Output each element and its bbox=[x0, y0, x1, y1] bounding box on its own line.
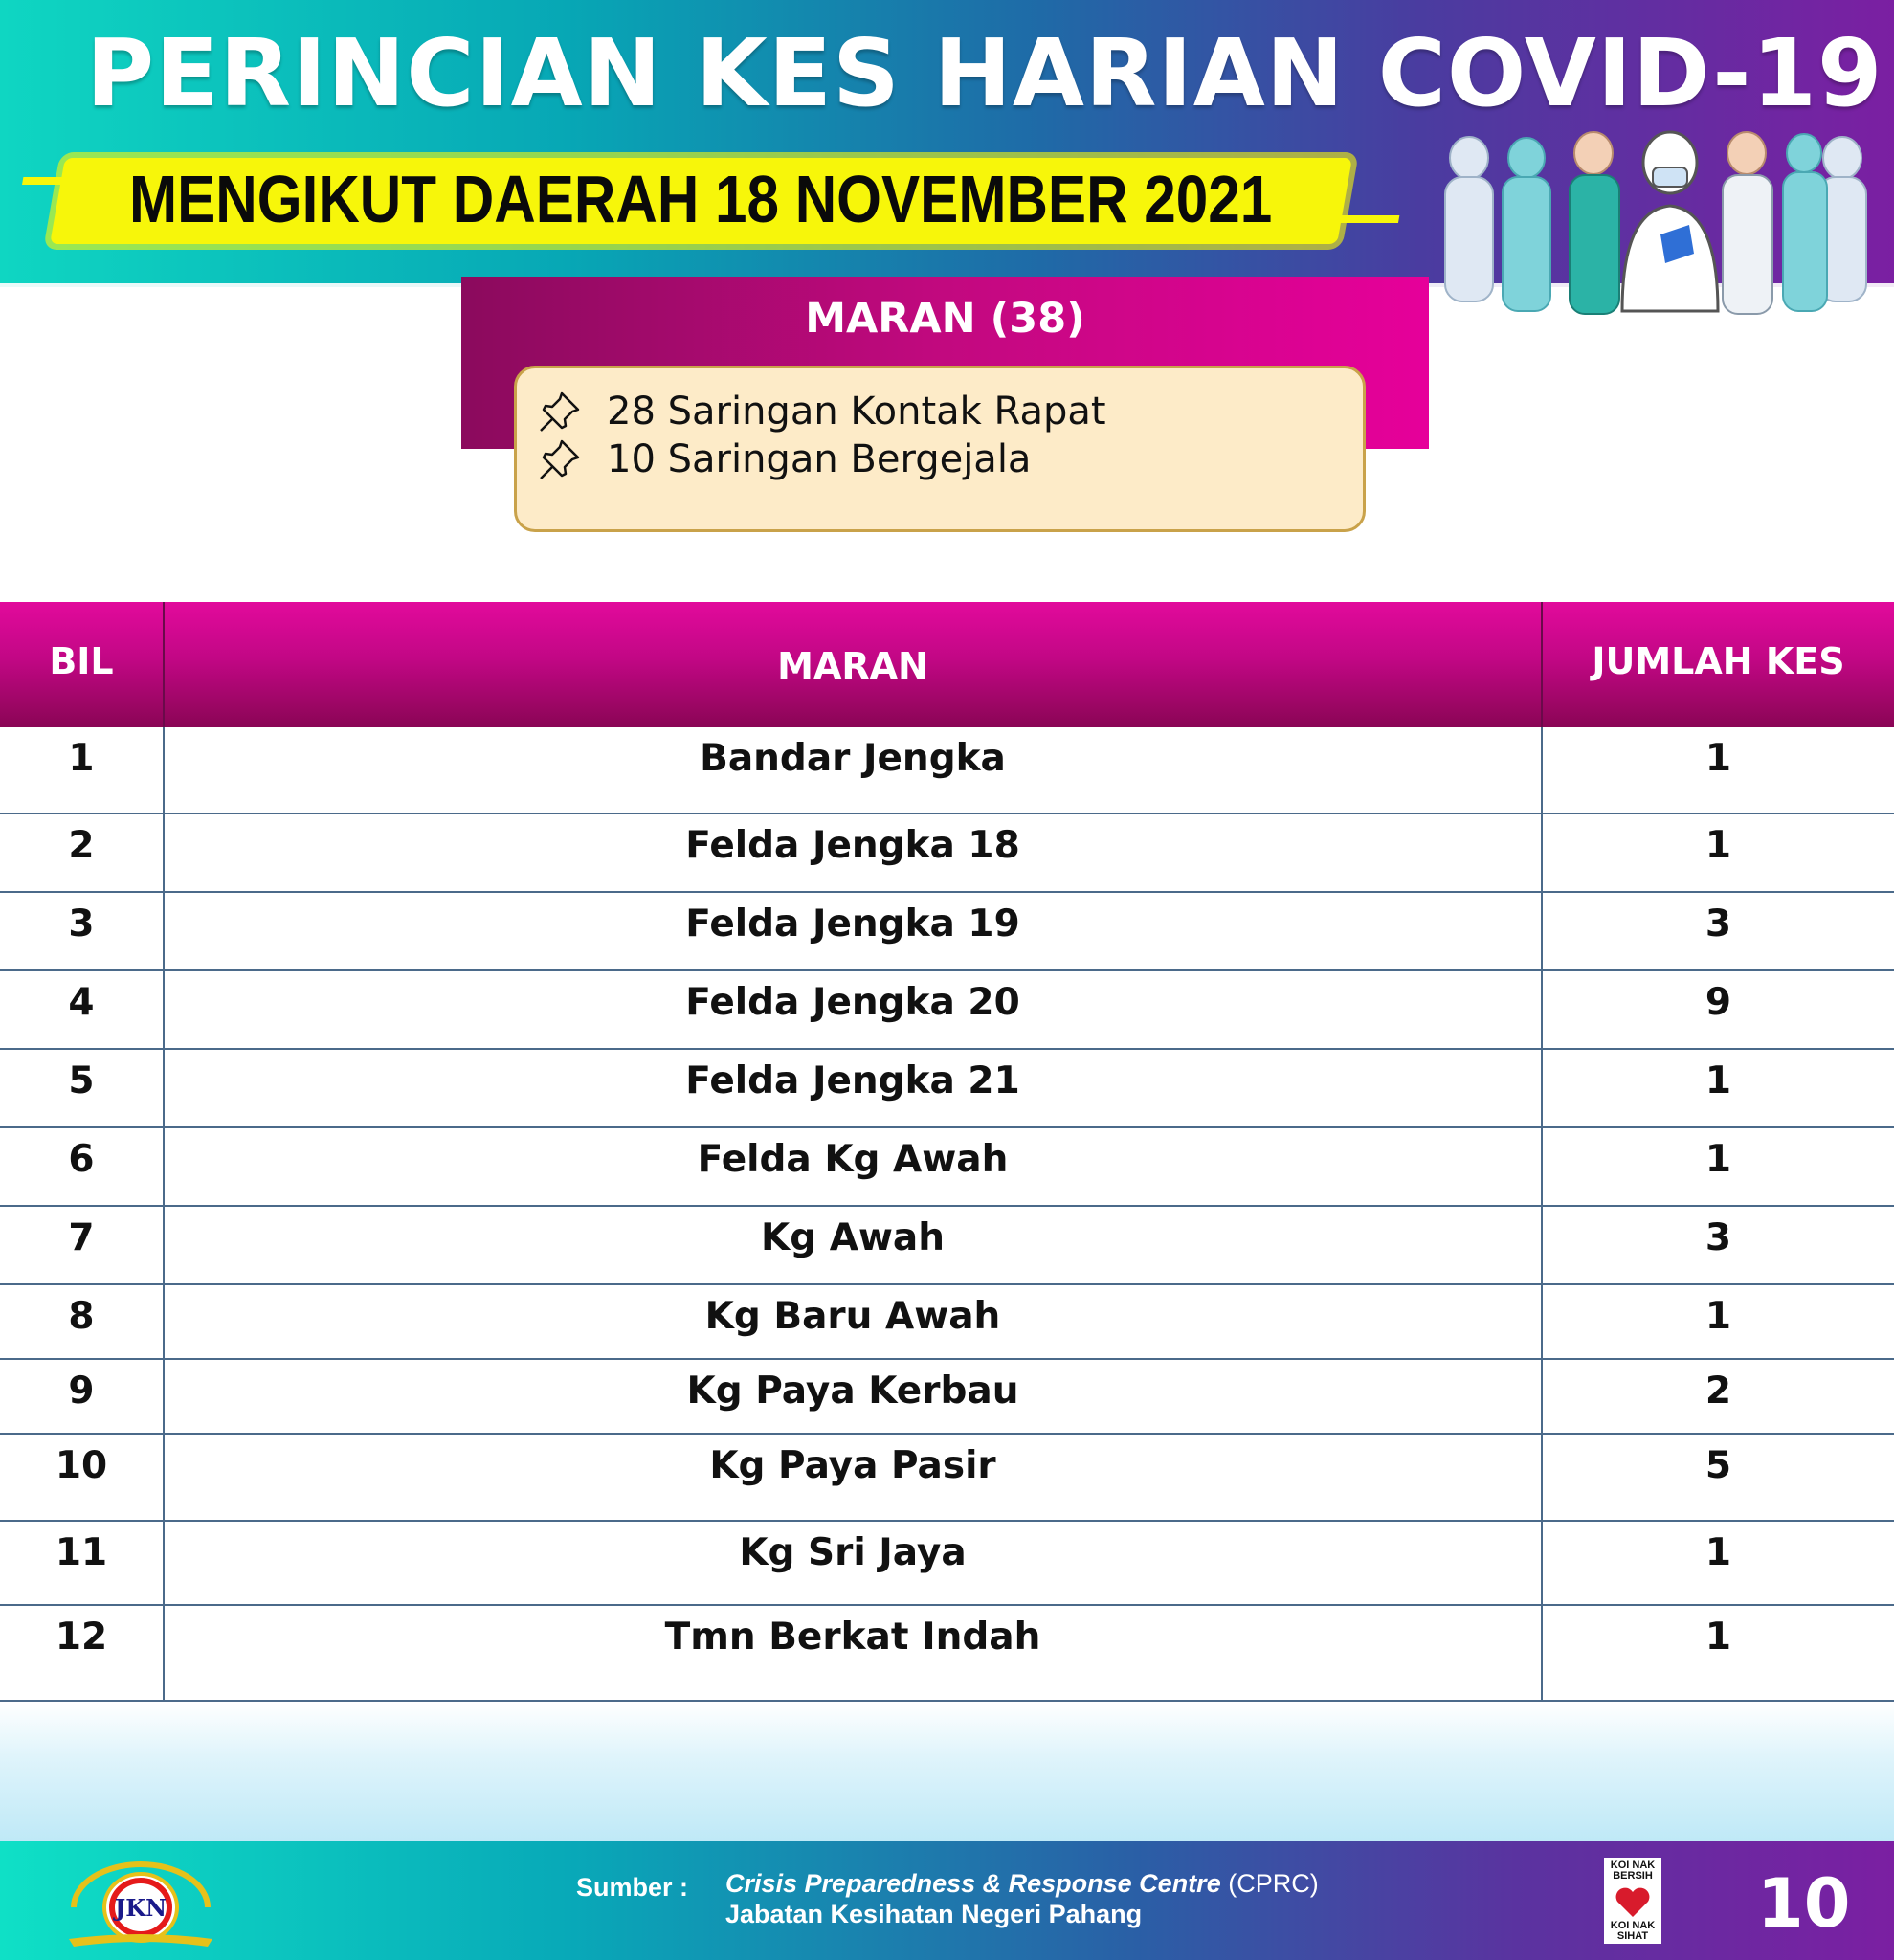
heart-icon bbox=[1614, 1886, 1652, 1919]
cell-bil: 1 bbox=[68, 737, 95, 780]
cell-location: Kg Sri Jaya bbox=[739, 1531, 967, 1574]
cell-bil: 9 bbox=[68, 1370, 95, 1413]
healthcare-workers-icon bbox=[1402, 120, 1894, 321]
cell-bil: 2 bbox=[68, 824, 95, 867]
source-org-name: Crisis Preparedness & Response Centre bbox=[725, 1869, 1221, 1898]
koi-nak-sihat-badge bbox=[1604, 1858, 1661, 1944]
cell-bil: 4 bbox=[68, 981, 95, 1024]
cell-cases: 1 bbox=[1705, 824, 1732, 867]
cell-location: Felda Jengka 18 bbox=[685, 824, 1020, 867]
table-row bbox=[0, 814, 1894, 893]
source-org-abbr: (CPRC) bbox=[1220, 1869, 1319, 1898]
cell-location: Kg Paya Kerbau bbox=[686, 1370, 1019, 1413]
column-header-location: MARAN bbox=[777, 645, 928, 687]
screening-item bbox=[536, 388, 1106, 435]
page-number: 10 bbox=[1757, 1864, 1851, 1943]
header-divider bbox=[1541, 602, 1543, 727]
page-title: PERINCIAN KES HARIAN COVID-19 bbox=[86, 19, 1883, 127]
cell-cases: 9 bbox=[1705, 981, 1732, 1024]
header-divider bbox=[163, 602, 165, 727]
cell-cases: 1 bbox=[1705, 1138, 1732, 1181]
source-organization bbox=[725, 1869, 1319, 1899]
cell-bil: 5 bbox=[68, 1059, 95, 1102]
table-row bbox=[0, 971, 1894, 1050]
table-row bbox=[0, 1606, 1894, 1702]
pushpin-icon bbox=[536, 435, 584, 483]
table-row bbox=[0, 893, 1894, 971]
jkn-logo bbox=[59, 1855, 222, 1950]
cell-cases: 1 bbox=[1705, 1531, 1732, 1574]
table-row bbox=[0, 1207, 1894, 1285]
cell-location: Felda Kg Awah bbox=[697, 1138, 1009, 1181]
table-row bbox=[0, 727, 1894, 814]
district-title: MARAN (38) bbox=[805, 295, 1085, 343]
cell-cases: 5 bbox=[1705, 1444, 1732, 1487]
logo-text: JKN bbox=[114, 1894, 167, 1922]
cell-cases: 1 bbox=[1705, 1615, 1732, 1659]
table-row bbox=[0, 1522, 1894, 1606]
cell-cases: 2 bbox=[1705, 1370, 1732, 1413]
screening-item-text: 10 Saringan Bergejala bbox=[607, 437, 1032, 481]
cell-cases: 3 bbox=[1705, 1216, 1732, 1259]
pushpin-icon bbox=[536, 388, 584, 435]
table-header bbox=[0, 602, 1894, 727]
cell-location: Kg Awah bbox=[760, 1216, 945, 1259]
column-header-bil: BIL bbox=[49, 640, 114, 682]
cell-cases: 1 bbox=[1705, 1295, 1732, 1338]
cell-cases: 1 bbox=[1705, 1059, 1732, 1102]
cell-cases: 1 bbox=[1705, 737, 1732, 780]
screening-item bbox=[536, 435, 1031, 483]
table-row bbox=[0, 1285, 1894, 1360]
table-row bbox=[0, 1050, 1894, 1128]
cell-location: Bandar Jengka bbox=[700, 737, 1006, 780]
cell-bil: 11 bbox=[55, 1531, 108, 1574]
cell-location: Felda Jengka 20 bbox=[685, 981, 1020, 1024]
cell-location: Felda Jengka 21 bbox=[685, 1059, 1020, 1102]
cell-cases: 3 bbox=[1705, 902, 1732, 946]
table-row bbox=[0, 1435, 1894, 1522]
cell-bil: 7 bbox=[68, 1216, 95, 1259]
cell-bil: 8 bbox=[68, 1295, 95, 1338]
cell-bil: 10 bbox=[55, 1444, 108, 1487]
column-header-cases: JUMLAH KES bbox=[1592, 640, 1845, 682]
cell-bil: 3 bbox=[68, 902, 95, 946]
source-department: Jabatan Kesihatan Negeri Pahang bbox=[725, 1900, 1143, 1928]
page-subtitle: MENGIKUT DAERAH 18 NOVEMBER 2021 bbox=[129, 162, 1273, 236]
cell-location: Tmn Berkat Indah bbox=[664, 1615, 1041, 1659]
cell-location: Felda Jengka 19 bbox=[685, 902, 1020, 946]
badge-top-text: KOI NAK BERSIH bbox=[1610, 1860, 1656, 1882]
screening-info-box bbox=[514, 366, 1366, 532]
table-row bbox=[0, 1128, 1894, 1207]
table-row bbox=[0, 1360, 1894, 1435]
screening-item-text: 28 Saringan Kontak Rapat bbox=[607, 390, 1106, 434]
source-label: Sumber : bbox=[576, 1873, 689, 1902]
cell-bil: 6 bbox=[68, 1138, 95, 1181]
cell-location: Kg Paya Pasir bbox=[709, 1444, 996, 1487]
badge-bottom-text: KOI NAK SIHAT bbox=[1610, 1920, 1656, 1942]
footer-gradient bbox=[0, 1702, 1894, 1841]
cell-location: Kg Baru Awah bbox=[704, 1295, 1001, 1338]
cell-bil: 12 bbox=[55, 1615, 108, 1659]
